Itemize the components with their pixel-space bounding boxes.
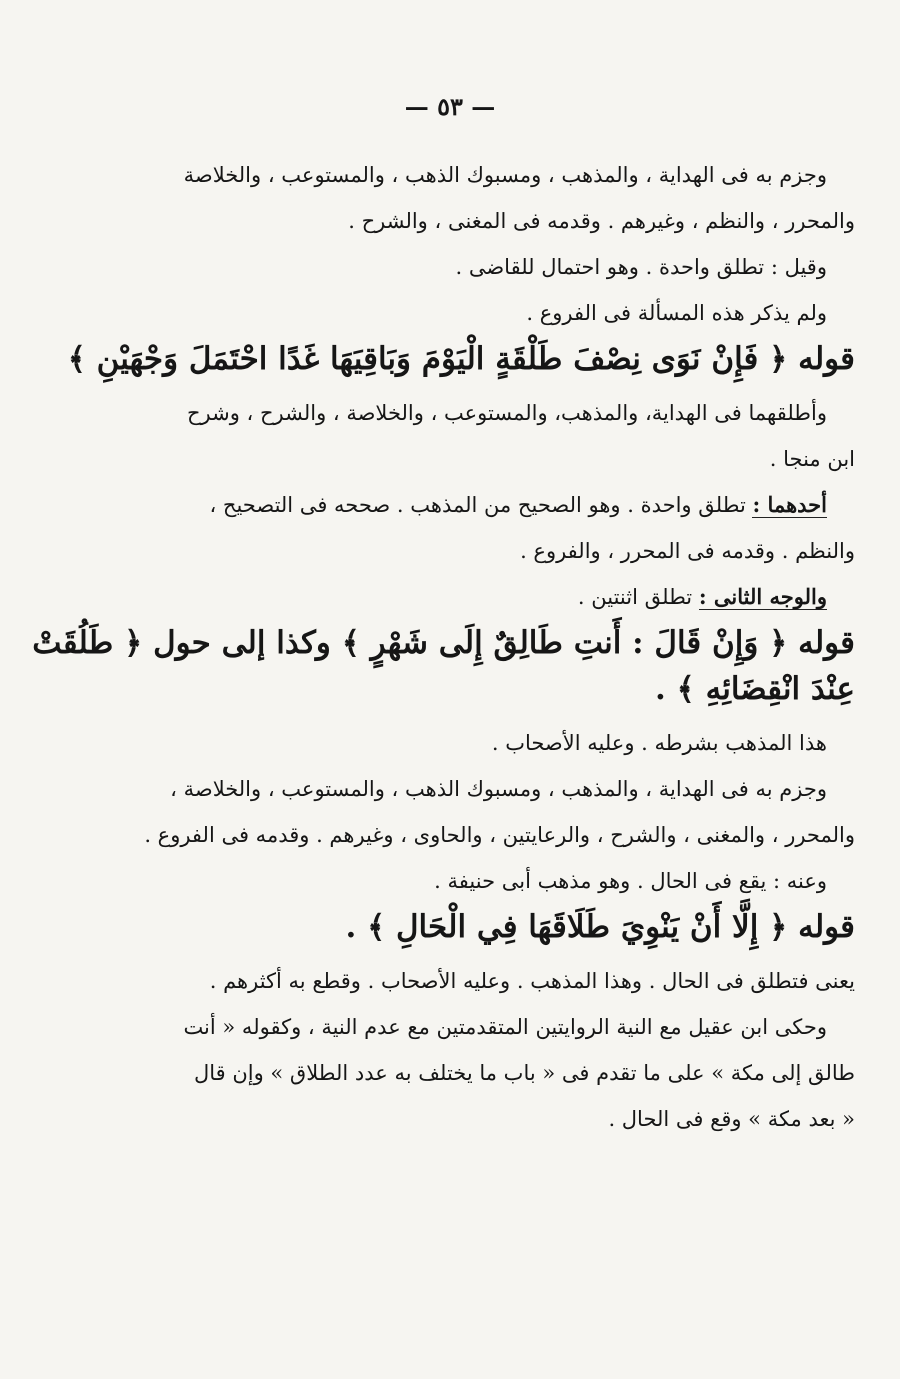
quoted-text: عِنْدَ انْقِضَائِهِ ﴾ .: [655, 671, 855, 707]
text-run: تطلق واحدة . وهو الصحيح من المذهب . صححه فى التصحيح ،: [209, 493, 746, 517]
text-line: هذا المذهب بشرطه . وعليه الأصحاب .: [491, 731, 827, 755]
quoted-text: قوله ﴿ وَإِنْ قَالَ : أَنتِ طَالِقٌ إِلَى شَهْرٍ ﴾ وكذا إلى حول ﴿ طَلُقَتْ: [32, 625, 855, 661]
text-line: والمحرر ، والمغنى ، والشرح ، والرعايتين ، والحاوى ، وغيرهم . وقدمه فى الفروع .: [144, 823, 855, 847]
quoted-text: قوله ﴿ فَإِنْ نَوَى نِصْفَ طَلْقَةٍ الْيَوْمَ وَبَاقِيَهَا غَدًا احْتَمَلَ وَجْهَيْنِ ﴾: [67, 341, 855, 377]
document-body: [32, 160, 855, 1134]
text-line: وحكى ابن عقيل مع النية الروايتين المتقدمتين مع عدم النية ، وكقوله « أنت: [183, 1015, 827, 1039]
quoted-text: قوله ﴿ إِلَّا أَنْ يَنْوِيَ طَلَاقَهَا فِي الْحَالِ ﴾ .: [345, 909, 855, 945]
view-heading: أحدهما :: [752, 492, 827, 517]
text-line: طالق إلى مكة » على ما تقدم فى « باب ما يختلف به عدد الطلاق » وإن قال: [193, 1061, 855, 1085]
text-line: وجزم به فى الهداية ، والمذهب ، ومسبوك الذهب ، والمستوعب ، والخلاصة ،: [170, 777, 827, 801]
text-line: « بعد مكة » وقع فى الحال .: [608, 1107, 855, 1131]
text-line: ابن منجا .: [769, 447, 855, 471]
text-line: وأطلقهما فى الهداية، والمذهب، والمستوعب ، والخلاصة ، والشرح ، وشرح: [186, 401, 827, 425]
page-number: — ٥٣ —: [404, 92, 496, 121]
text-line: وعنه : يقع فى الحال . وهو مذهب أبى حنيفة .: [434, 869, 827, 893]
text-line: والنظم . وقدمه فى المحرر ، والفروع .: [520, 539, 855, 563]
text-line: ولم يذكر هذه المسألة فى الفروع .: [526, 301, 827, 325]
text-line: يعنى فتطلق فى الحال . وهذا المذهب . وعليه الأصحاب . وقطع به أكثرهم .: [209, 969, 855, 993]
text-line: وجزم به فى الهداية ، والمذهب ، ومسبوك الذهب ، والمستوعب ، والخلاصة: [183, 163, 827, 187]
text-line: [195, 582, 855, 612]
view-heading: والوجه الثانى :: [698, 584, 827, 609]
text-run: تطلق اثنتين .: [577, 585, 693, 609]
text-line: والمحرر ، والنظم ، وغيرهم . وقدمه فى المغنى ، والشرح .: [348, 209, 855, 233]
text-line: [195, 490, 855, 520]
text-line: وقيل : تطلق واحدة . وهو احتمال للقاضى .: [455, 255, 827, 279]
